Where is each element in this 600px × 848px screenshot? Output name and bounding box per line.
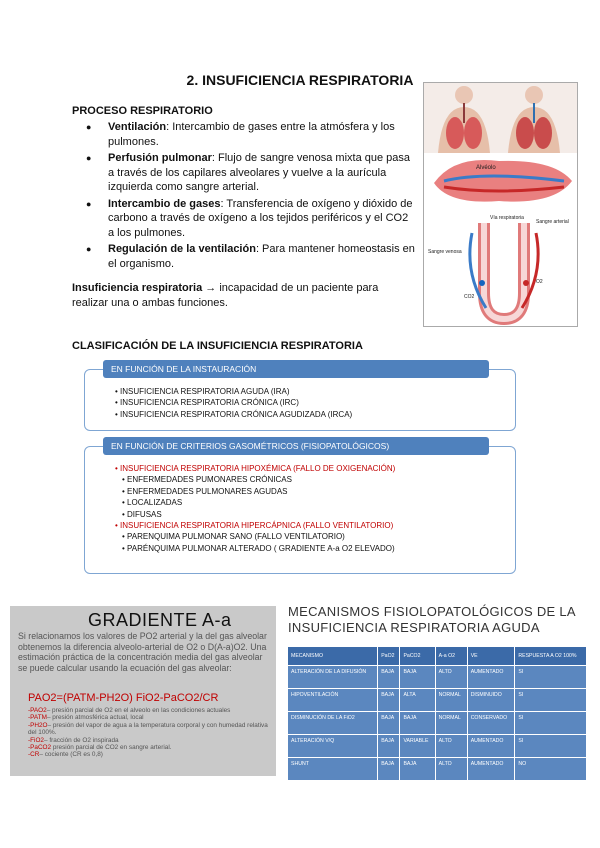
definition-value: – presión atmosférica actual, local	[46, 714, 144, 722]
clasificacion-heading: CLASIFICACIÓN DE LA INSUFICIENCIA RESPIRATORIA	[72, 340, 363, 352]
list-item: • DIFUSAS	[122, 509, 162, 519]
insuficiencia-definition	[72, 281, 402, 310]
gradiente-definitions	[28, 707, 278, 759]
instauracion-box	[84, 364, 516, 431]
definition-value: – fracción de O2 inspirada	[43, 736, 119, 744]
page-title: 2. INSUFICIENCIA RESPIRATORIA	[186, 72, 414, 88]
table-cell: DISMINUIDO	[467, 689, 515, 712]
mecanismos-title: MECANISMOS FISIOLOPATOLÓGICOS DE LA INSUFICIENCIA RESPIRATORIA AGUDA	[288, 604, 576, 635]
list-item: • PARENQUIMA PULMONAR SANO (FALLO VENTILATORIO)	[122, 532, 345, 542]
table-cell: AUMENTADO	[467, 758, 515, 781]
table-cell: SI	[515, 712, 587, 735]
figure-label: Alvéolo	[476, 165, 496, 171]
table-cell: CONSERVADO	[467, 712, 515, 735]
definition-key: -PAO2	[28, 707, 47, 714]
table-cell: DISMINUCIÓN DE LA FiO2	[288, 712, 378, 735]
item-text: : Flujo de sangre venosa mixta que pasa a través de los capilares alveolares y vuelve a la aurícula izquierda como sangre arterial.	[108, 152, 411, 193]
list-item: • ENFERMEDADES PULMONARES AGUDAS	[122, 486, 288, 496]
table-cell: HIPOVENTILACIÓN	[288, 689, 378, 712]
table-row	[288, 758, 587, 781]
table-cell: BAJA	[400, 712, 435, 735]
definition-key: -PH2O	[28, 721, 48, 729]
insuficiencia-text: → incapacidad de un paciente para realizar una o ambas funciones.	[72, 282, 379, 309]
table-cell: BAJA	[378, 689, 400, 712]
table-cell: ALTO	[435, 758, 467, 781]
table-cell: VARIABLE	[400, 735, 435, 758]
table-cell: ALTERACIÓN DE LA DIFUSIÓN	[288, 666, 378, 689]
definition-value: – cociente (CR es 0,8)	[39, 751, 103, 759]
list-item	[72, 197, 417, 241]
gasometricos-list	[115, 463, 395, 554]
table-cell: SI	[515, 666, 587, 689]
gradiente-text: Si relacionamos los valores de PO2 arterial y la del gas alveolar obtenemos la diferencia alveolo-arterial de O2 o D(A-a)O2. Una estimación práctica de la concentración media del gas alveolar se puede calcular usando la ecuación del gas alveolar:	[18, 631, 267, 673]
insuficiencia-term: Insuficiencia respiratoria	[72, 282, 203, 294]
column-header: RESPUESTA A O2 100%	[515, 647, 587, 666]
table-cell: NORMAL	[435, 712, 467, 735]
definition-item	[28, 722, 278, 737]
table-row	[288, 666, 587, 689]
column-header: PaO2	[378, 647, 400, 666]
gradiente-title: GRADIENTE A-a	[88, 610, 232, 630]
respiratory-anatomy-illustration	[424, 83, 577, 326]
table-cell: BAJA	[400, 666, 435, 689]
table-row	[288, 689, 587, 712]
hipoxemica-item: • INSUFICIENCIA RESPIRATORIA HIPOXÉMICA (FALLO DE OXIGENACIÓN)	[115, 464, 396, 473]
list-item: • LOCALIZADAS	[122, 498, 183, 508]
figure-label: O2	[536, 279, 543, 285]
list-item: • PARÉNQUIMA PULMONAR ALTERADO ( GRADIENTE A-a O2 ELEVADO)	[122, 543, 395, 553]
gradiente-formula: PAO2=(PATM-PH2O) FiO2-PaCO2/CR	[28, 692, 219, 704]
definition-key: -FiO2	[28, 736, 44, 744]
item-text: : Para mantener homeostasis en el organismo.	[108, 243, 415, 270]
figure-label: Vía respiratoria	[490, 215, 524, 221]
table-cell: NO	[515, 758, 587, 781]
instauracion-header: EN FUNCIÓN DE LA INSTAURACIÓN	[103, 360, 489, 378]
definition-key: -CR	[28, 751, 40, 759]
definition-value: – presión del vapor de agua a la temperatura corporal y con humedad relativa del 100%.	[28, 721, 268, 737]
table-cell: SI	[515, 735, 587, 758]
list-item	[72, 242, 417, 271]
table-cell: SI	[515, 689, 587, 712]
definition-item	[28, 744, 278, 751]
item-term: Intercambio de gases	[108, 197, 221, 210]
table-cell: ALTO	[435, 735, 467, 758]
table-cell: BAJA	[378, 758, 400, 781]
definition-key: -PATM	[28, 714, 47, 722]
definition-key: -PaCO2	[28, 744, 52, 752]
column-header: VE	[467, 647, 515, 666]
table-cell: ALTERACIÓN V/Q	[288, 735, 378, 758]
definition-value: – presión parcial de O2 en el alveolo en las condiciones actuales	[46, 707, 231, 714]
column-header: A-a O2	[435, 647, 467, 666]
list-item: • INSUFICIENCIA RESPIRATORIA CRÓNICA (IRC)	[115, 398, 299, 408]
table-cell: BAJA	[400, 758, 435, 781]
gasometricos-box	[84, 441, 516, 574]
instauracion-list	[115, 386, 352, 420]
hipercapnica-item: • INSUFICIENCIA RESPIRATORIA HIPERCÁPNICA (FALLO VENTILATORIO)	[115, 521, 394, 531]
column-header: PaCO2	[400, 647, 435, 666]
table-cell: SHUNT	[288, 758, 378, 781]
figure-label: Sangre arterial	[536, 219, 569, 225]
table-cell: AUMENTADO	[467, 735, 515, 758]
table-cell: NORMAL	[435, 689, 467, 712]
table-row	[288, 712, 587, 735]
definition-item	[28, 707, 278, 714]
list-item: • INSUFICIENCIA RESPIRATORIA CRÓNICA AGUDIZADA (IRCA)	[115, 409, 353, 419]
figure-label: CO2	[464, 294, 475, 300]
table-row	[288, 735, 587, 758]
table-header-row	[288, 647, 587, 666]
proceso-list	[72, 120, 417, 273]
table-cell: BAJA	[378, 666, 400, 689]
anatomy-figure	[423, 82, 578, 327]
list-item	[72, 151, 417, 195]
mecanismos-table	[287, 646, 587, 781]
item-term: Regulación de la ventilación	[108, 243, 256, 255]
item-term: Ventilación	[108, 121, 167, 133]
table-cell: BAJA	[378, 735, 400, 758]
definition-item	[28, 751, 278, 758]
table-cell: ALTA	[400, 689, 435, 712]
list-item	[72, 120, 417, 149]
item-text: : Intercambio de gases entre la atmósfera y los pulmones.	[108, 121, 395, 148]
definition-item	[28, 737, 278, 744]
column-header: MECANISMO	[288, 647, 378, 666]
definition-item	[28, 714, 278, 721]
table-cell: AUMENTADO	[467, 666, 515, 689]
definition-value: presión parcial de CO2 en sangre arterial.	[51, 744, 172, 752]
figure-label: Sangre venosa	[428, 249, 462, 255]
gasometricos-header: EN FUNCIÓN DE CRITERIOS GASOMÉTRICOS (FISIOPATOLÓGICOS)	[103, 437, 489, 455]
table-cell: ALTO	[435, 666, 467, 689]
item-term: Perfusión pulmonar	[108, 152, 212, 164]
list-item: • INSUFICIENCIA RESPIRATORIA AGUDA (IRA)	[115, 387, 290, 396]
table-cell: BAJA	[378, 712, 400, 735]
item-text: : Transferencia de oxígeno y dióxido de carbono a través de oxígeno a los tejidos periféricos y el CO2 a los pulmones.	[108, 197, 413, 239]
list-item: • ENFERMEDADES PUMONARES CRÓNICAS	[122, 475, 292, 485]
proceso-heading: PROCESO RESPIRATORIO	[72, 105, 213, 117]
